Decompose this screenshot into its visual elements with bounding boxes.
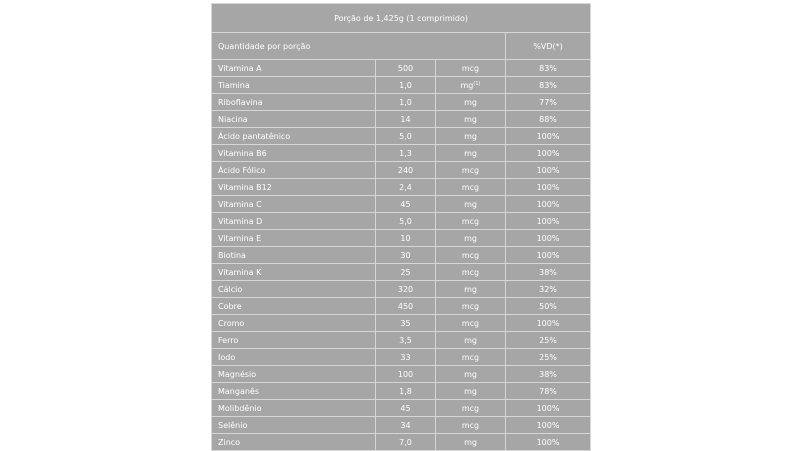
- table-row: [212, 213, 591, 230]
- nutrient-daily-value: 100%: [506, 179, 591, 196]
- nutrient-unit-cell: [436, 281, 506, 298]
- header-quantity-label: Quantidade por porção: [212, 33, 506, 60]
- table-row: [212, 434, 591, 451]
- nutrient-daily-value: 100%: [506, 213, 591, 230]
- nutrient-amount: 500: [376, 60, 436, 77]
- nutrient-unit-cell: [436, 332, 506, 349]
- nutrient-unit: mg: [464, 369, 477, 379]
- nutrient-unit: mcg: [461, 352, 480, 362]
- nutrient-name: Niacina: [212, 111, 376, 128]
- nutrient-amount: 34: [376, 417, 436, 434]
- nutrient-daily-value: 100%: [506, 400, 591, 417]
- nutrient-unit-cell: [436, 349, 506, 366]
- nutrient-name: Ferro: [212, 332, 376, 349]
- nutrient-amount: 10: [376, 230, 436, 247]
- nutrient-unit-cell: [436, 179, 506, 196]
- nutrient-unit: mg: [464, 114, 477, 124]
- table-row: [212, 315, 591, 332]
- table-row: [212, 111, 591, 128]
- nutrient-name: Manganês: [212, 383, 376, 400]
- nutrient-unit: mg: [464, 199, 477, 209]
- nutrient-daily-value: 32%: [506, 281, 591, 298]
- nutrient-name: Magnésio: [212, 366, 376, 383]
- nutrient-daily-value: 78%: [506, 383, 591, 400]
- nutrient-unit: mg: [464, 437, 477, 447]
- nutrient-name: Cromo: [212, 315, 376, 332]
- table-header-row: [212, 33, 591, 60]
- nutrient-unit-cell: [436, 230, 506, 247]
- nutrient-unit-cell: [436, 111, 506, 128]
- nutrient-unit-cell: [436, 60, 506, 77]
- nutrient-daily-value: 100%: [506, 247, 591, 264]
- nutrient-unit: mcg: [461, 182, 480, 192]
- nutrient-amount: 35: [376, 315, 436, 332]
- nutrient-name: Vitamina B12: [212, 179, 376, 196]
- nutrient-amount: 1,0: [376, 94, 436, 111]
- nutrient-daily-value: 100%: [506, 315, 591, 332]
- table-row: [212, 298, 591, 315]
- nutrient-unit: mcg: [461, 165, 480, 175]
- table-row: [212, 366, 591, 383]
- nutrient-daily-value: 83%: [506, 77, 591, 94]
- nutrient-daily-value: 25%: [506, 349, 591, 366]
- table-title: Porção de 1,425g (1 comprimido): [212, 4, 591, 33]
- nutrient-daily-value: 100%: [506, 196, 591, 213]
- nutrient-name: Riboflavina: [212, 94, 376, 111]
- nutrient-unit-cell: [436, 213, 506, 230]
- nutrient-name: Biotina: [212, 247, 376, 264]
- table-row: [212, 145, 591, 162]
- nutrient-unit: mcg: [461, 216, 480, 226]
- nutrient-unit: mcg: [461, 318, 480, 328]
- nutrient-daily-value: 100%: [506, 434, 591, 451]
- nutrient-name: Vitamina B6: [212, 145, 376, 162]
- nutrient-unit-cell: [436, 298, 506, 315]
- nutrient-amount: 320: [376, 281, 436, 298]
- table-row: [212, 247, 591, 264]
- nutrient-unit-cell: [436, 94, 506, 111]
- nutrient-unit: mcg: [461, 63, 480, 73]
- table-row: [212, 128, 591, 145]
- nutrient-amount: 5,0: [376, 213, 436, 230]
- nutrient-amount: 30: [376, 247, 436, 264]
- table-row: [212, 417, 591, 434]
- nutrient-amount: 450: [376, 298, 436, 315]
- nutrient-unit-cell: [436, 145, 506, 162]
- nutrient-unit-cell: [436, 247, 506, 264]
- nutrient-amount: 7,0: [376, 434, 436, 451]
- header-dv-label: %VD(*): [506, 33, 591, 60]
- nutrient-daily-value: 38%: [506, 366, 591, 383]
- nutrient-amount: 1,3: [376, 145, 436, 162]
- nutrient-name: Cobre: [212, 298, 376, 315]
- table-row: [212, 281, 591, 298]
- nutrient-unit: mcg: [461, 250, 480, 260]
- nutrient-daily-value: 83%: [506, 60, 591, 77]
- nutrient-amount: 1,0: [376, 77, 436, 94]
- nutrient-amount: 33: [376, 349, 436, 366]
- table-row: [212, 162, 591, 179]
- nutrient-name: Vitamina K: [212, 264, 376, 281]
- nutrient-name: Iodo: [212, 349, 376, 366]
- nutrient-unit: mg: [464, 148, 477, 158]
- nutrient-amount: 5,0: [376, 128, 436, 145]
- nutrient-unit-cell: [436, 366, 506, 383]
- nutrient-unit: mg: [464, 131, 477, 141]
- table-row: [212, 94, 591, 111]
- nutrient-name: Ácido pantatênico: [212, 128, 376, 145]
- nutrient-unit: mcg: [461, 403, 480, 413]
- nutrient-name: Cálcio: [212, 281, 376, 298]
- table-row: [212, 400, 591, 417]
- table-row: [212, 77, 591, 94]
- nutrient-daily-value: 100%: [506, 128, 591, 145]
- nutrient-amount: 1,8: [376, 383, 436, 400]
- nutrient-daily-value: 100%: [506, 162, 591, 179]
- nutrient-name: Molibdênio: [212, 400, 376, 417]
- nutrient-name: Selênio: [212, 417, 376, 434]
- nutrient-amount: 45: [376, 400, 436, 417]
- nutrient-unit: mg: [464, 233, 477, 243]
- nutrient-unit-cell: [436, 383, 506, 400]
- nutrient-amount: 45: [376, 196, 436, 213]
- nutrient-unit-cell: [436, 417, 506, 434]
- nutrient-unit: mg: [460, 80, 474, 90]
- nutrient-unit-cell: [436, 196, 506, 213]
- nutrient-unit: mg: [464, 335, 477, 345]
- table-row: [212, 60, 591, 77]
- nutrient-daily-value: 100%: [506, 145, 591, 162]
- nutrient-daily-value: 77%: [506, 94, 591, 111]
- nutrient-amount: 100: [376, 366, 436, 383]
- nutrient-name: Vitamina A: [212, 60, 376, 77]
- table-row: [212, 349, 591, 366]
- nutrition-table-container: [211, 3, 590, 451]
- nutrient-unit: mcg: [461, 420, 480, 430]
- table-row: [212, 196, 591, 213]
- nutrient-name: Zinco: [212, 434, 376, 451]
- nutrient-unit: mcg: [461, 301, 480, 311]
- nutrient-daily-value: 25%: [506, 332, 591, 349]
- nutrient-daily-value: 88%: [506, 111, 591, 128]
- nutrient-name: Vitamina E: [212, 230, 376, 247]
- nutrient-unit-cell: [436, 162, 506, 179]
- table-row: [212, 179, 591, 196]
- nutrient-name: Vitamina D: [212, 213, 376, 230]
- nutrient-amount: 25: [376, 264, 436, 281]
- nutrient-unit-cell: [436, 315, 506, 332]
- nutrient-name: Tiamina: [212, 77, 376, 94]
- nutrient-daily-value: 38%: [506, 264, 591, 281]
- nutrient-amount: 14: [376, 111, 436, 128]
- nutrition-table: [211, 3, 591, 451]
- nutrient-unit-cell: [436, 264, 506, 281]
- table-row: [212, 332, 591, 349]
- nutrient-daily-value: 100%: [506, 417, 591, 434]
- nutrient-unit: mg: [464, 284, 477, 294]
- nutrient-unit-cell: [436, 77, 506, 94]
- nutrient-unit-footnote: (1): [473, 80, 481, 87]
- nutrient-unit-cell: [436, 128, 506, 145]
- table-title-row: [212, 4, 591, 33]
- nutrient-unit: mcg: [461, 267, 480, 277]
- nutrient-daily-value: 50%: [506, 298, 591, 315]
- table-row: [212, 264, 591, 281]
- nutrient-unit-cell: [436, 400, 506, 417]
- nutrient-unit-cell: [436, 434, 506, 451]
- table-row: [212, 383, 591, 400]
- nutrient-amount: 3,5: [376, 332, 436, 349]
- nutrient-daily-value: 100%: [506, 230, 591, 247]
- table-row: [212, 230, 591, 247]
- nutrient-amount: 2,4: [376, 179, 436, 196]
- nutrient-unit: mg: [464, 386, 477, 396]
- nutrient-unit: mg: [464, 97, 477, 107]
- nutrient-name: Ácido Fólico: [212, 162, 376, 179]
- nutrient-name: Vitamina C: [212, 196, 376, 213]
- nutrient-amount: 240: [376, 162, 436, 179]
